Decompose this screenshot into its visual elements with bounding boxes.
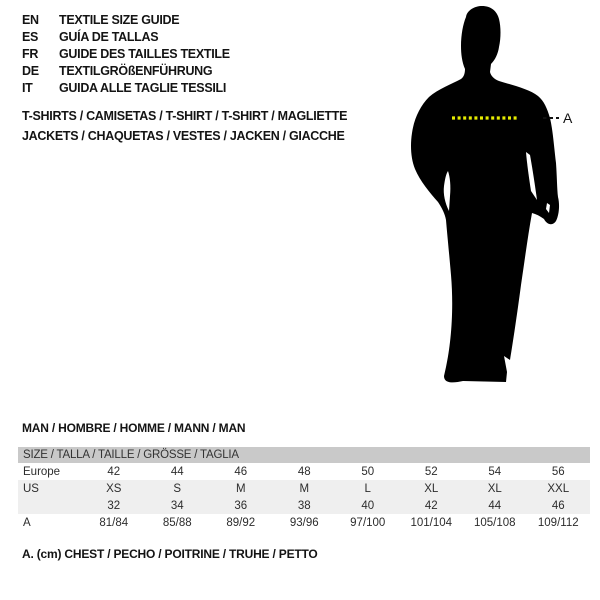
row-label: Europe	[23, 465, 61, 478]
language-code: ES	[22, 29, 39, 44]
row-label: A	[23, 516, 31, 529]
measure-label-a: A	[563, 110, 573, 126]
category-tshirts: T-SHIRTS / CAMISETAS / T-SHIRT / T-SHIRT / MAGLIETTE	[22, 109, 348, 123]
man-silhouette	[411, 6, 559, 382]
table-cell: 40	[361, 499, 375, 512]
language-code: DE	[22, 63, 39, 78]
table-cell: XL	[487, 482, 502, 495]
table-cell: 54	[488, 465, 502, 478]
table-cell: XXL	[547, 482, 570, 495]
table-cell: XL	[424, 482, 439, 495]
table-cell: L	[364, 482, 371, 495]
language-row-fr	[22, 45, 230, 62]
category-jackets: JACKETS / CHAQUETAS / VESTES / JACKEN / GIACCHE	[22, 128, 345, 143]
language-label: TEXTILGRÖßENFÜHRUNG	[59, 63, 213, 78]
table-row-chest-a	[18, 514, 590, 531]
language-row-it	[22, 79, 230, 96]
language-list	[22, 11, 230, 96]
table-cell: 81/84	[99, 516, 129, 529]
table-cell: 89/92	[226, 516, 256, 529]
table-cell: 101/104	[410, 516, 453, 529]
table-cell: 38	[297, 499, 311, 512]
table-cell: 44	[170, 465, 184, 478]
garment-categories	[22, 107, 347, 146]
measurement-footnote: A. (cm) CHEST / PECHO / POITRINE / TRUHE / PETTO	[22, 547, 318, 561]
table-cell: 105/108	[473, 516, 516, 529]
table-cell: 50	[361, 465, 375, 478]
table-cell: 97/100	[350, 516, 386, 529]
man-silhouette-svg	[400, 0, 600, 400]
language-code: IT	[22, 80, 33, 95]
table-cell: M	[299, 482, 310, 495]
table-cell: 109/112	[537, 516, 579, 529]
table-cell: 48	[297, 465, 311, 478]
man-figure	[400, 0, 600, 400]
table-row-europe	[18, 463, 590, 480]
table-cell: M	[235, 482, 246, 495]
language-row-en	[22, 11, 230, 28]
language-row-es	[22, 28, 230, 45]
language-label: GUÍA DE TALLAS	[59, 29, 159, 44]
table-cell: 44	[488, 499, 502, 512]
language-row-de	[22, 62, 230, 79]
table-row-numeric	[18, 497, 590, 514]
table-cell: 42	[424, 499, 438, 512]
language-label: GUIDA ALLE TAGLIE TESSILI	[59, 80, 227, 95]
row-label: US	[23, 482, 39, 495]
table-cell: S	[173, 482, 182, 495]
table-row-us	[18, 480, 590, 497]
table-cell: 46	[234, 465, 248, 478]
language-code: FR	[22, 46, 39, 61]
table-cell: 46	[551, 499, 565, 512]
table-cell: 34	[170, 499, 184, 512]
table-cell: 42	[107, 465, 121, 478]
table-cell: 52	[424, 465, 438, 478]
language-code: EN	[22, 12, 39, 27]
table-cell: XS	[106, 482, 122, 495]
table-cell: 56	[551, 465, 565, 478]
language-label: TEXTILE SIZE GUIDE	[59, 12, 180, 27]
size-table	[18, 447, 590, 531]
language-label: GUIDE DES TAILLES TEXTILE	[59, 46, 230, 61]
section-title-man: MAN / HOMBRE / HOMME / MANN / MAN	[22, 421, 246, 435]
table-cell: 85/88	[162, 516, 192, 529]
table-cell: 36	[234, 499, 248, 512]
size-table-header: SIZE / TALLA / TAILLE / GRÖSSE / TAGLIA	[18, 447, 590, 463]
table-cell: 93/96	[289, 516, 319, 529]
table-cell: 32	[107, 499, 121, 512]
